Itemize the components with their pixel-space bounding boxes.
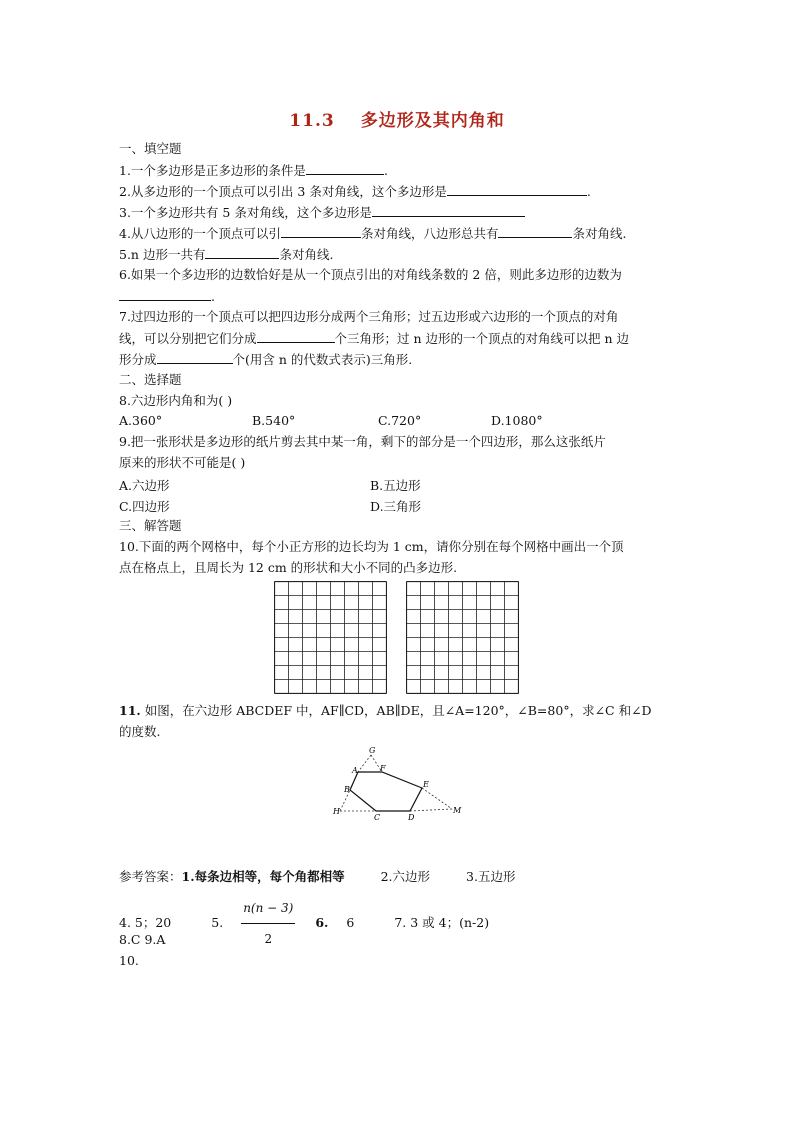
q8-option-b: B.540° bbox=[252, 413, 296, 428]
q9-option-c: C.四边形 bbox=[119, 499, 170, 514]
answer-blank bbox=[205, 246, 279, 259]
question-9-line-1: 9.把一张形状是多边形的纸片剪去其中某一角，剩下的部分是一个四边形，那么这张纸片 bbox=[119, 434, 606, 449]
question-10-line-1: 10.下面的两个网格中，每个小正方形的边长均为 1 cm，请你分别在每个网格中画出一个顶 bbox=[119, 539, 624, 554]
answer-blank bbox=[257, 330, 335, 343]
answer-blank bbox=[157, 351, 233, 364]
figure-label-e: E bbox=[423, 780, 429, 789]
figure-label-m: M bbox=[453, 806, 462, 815]
figure-label-g: G bbox=[369, 746, 376, 755]
extension-line-g-a bbox=[358, 755, 371, 772]
question-7-line-1: 7.过四边形的一个顶点可以把四边形分成两个三角形；过五边形或六边形的一个顶点的对角 bbox=[119, 309, 619, 324]
figure-label-f: F bbox=[380, 764, 386, 773]
question-6-blank-line: . bbox=[119, 288, 215, 305]
section-fill-heading: 一、填空题 bbox=[119, 141, 182, 156]
question-3: 3.一个多边形共有 5 条对角线，这个多边形是 bbox=[119, 204, 525, 221]
extension-line-d-m bbox=[410, 809, 452, 811]
question-6: 6.如果一个多边形的边数恰好是从一个顶点引出的对角线条数的 2 倍，则此多边形的边数为 bbox=[119, 267, 622, 282]
figure-label-b: B bbox=[344, 785, 350, 794]
title-text: 多边形及其内角和 bbox=[360, 111, 505, 131]
question-9-line-2: 原来的形状不可能是( ) bbox=[119, 455, 246, 470]
answers-line-2: 4. 5；20 5. $\frac{n(n - 3)}{2}$ 6. 6 7. 3 或 4；(n-2) bbox=[119, 893, 489, 954]
q8-option-a: A.360° bbox=[119, 413, 163, 428]
answers-line-3: 8.C 9.A bbox=[119, 932, 166, 947]
question-5: 5.n 边形一共有 条对角线. bbox=[119, 247, 334, 262]
question-7-line-2: 线，可以分别把它们分成 个三角形；过 n 边形的一个顶点的对角线可以把 n 边 bbox=[119, 331, 630, 346]
figure-label-d: D bbox=[408, 813, 415, 822]
answer-blank bbox=[372, 204, 525, 217]
q8-option-c: C.720° bbox=[378, 413, 422, 428]
answer-blank bbox=[119, 288, 211, 301]
section-solve-heading: 三、解答题 bbox=[119, 518, 182, 533]
answer-blank bbox=[306, 162, 384, 175]
answers-line-1: 参考答案：1.每条边相等，每个角都相等 2.六边形 3.五边形 bbox=[119, 869, 516, 884]
answer-blank bbox=[447, 183, 587, 196]
q9-option-a: A.六边形 bbox=[119, 478, 170, 493]
section-choice-heading: 二、选择题 bbox=[119, 372, 182, 387]
question-8: 8.六边形内角和为( ) bbox=[119, 393, 233, 408]
question-2: 2.从多边形的一个顶点可以引出 3 条对角线，这个多边形是 . bbox=[119, 184, 591, 199]
title-number: 11.3 bbox=[289, 111, 335, 131]
question-1: 1.一个多边形是正多边形的条件是 . bbox=[119, 163, 388, 178]
answer-5-fraction: $\frac{n(n - 3)}{2}$ bbox=[241, 893, 295, 954]
answer-blank bbox=[498, 225, 572, 238]
figure-label-a: A bbox=[352, 766, 358, 775]
figure-label-c: C bbox=[374, 813, 381, 822]
question-7-line-3: 形分成 个(用含 n 的代数式表示)三角形. bbox=[119, 352, 413, 367]
answers-line-4: 10. bbox=[119, 953, 139, 968]
q8-option-d: D.1080° bbox=[491, 413, 543, 428]
extension-line-e-m bbox=[422, 788, 452, 809]
grid-right bbox=[406, 581, 519, 694]
question-11-line-1: 11. 如图，在六边形 ABCDEF 中，AF∥CD，AB∥DE，且∠A=120°，∠B=80°，求∠C 和∠D bbox=[119, 703, 652, 718]
grid-left bbox=[274, 581, 387, 694]
question-11-line-2: 的度数. bbox=[119, 724, 161, 739]
q9-option-b: B.五边形 bbox=[370, 478, 421, 493]
question-4: 4.从八边形的一个顶点可以引 条对角线，八边形总共有 条对角线. bbox=[119, 226, 627, 241]
hexagon-abcdef bbox=[350, 772, 422, 811]
page-title bbox=[0, 106, 794, 131]
q9-option-d: D.三角形 bbox=[370, 499, 422, 514]
question-10-line-2: 点在格点上，且周长为 12 cm 的形状和大小不同的凸多边形. bbox=[119, 560, 458, 575]
answer-blank bbox=[281, 225, 361, 238]
hexagon-figure bbox=[328, 744, 468, 822]
figure-label-h: H bbox=[333, 807, 340, 816]
